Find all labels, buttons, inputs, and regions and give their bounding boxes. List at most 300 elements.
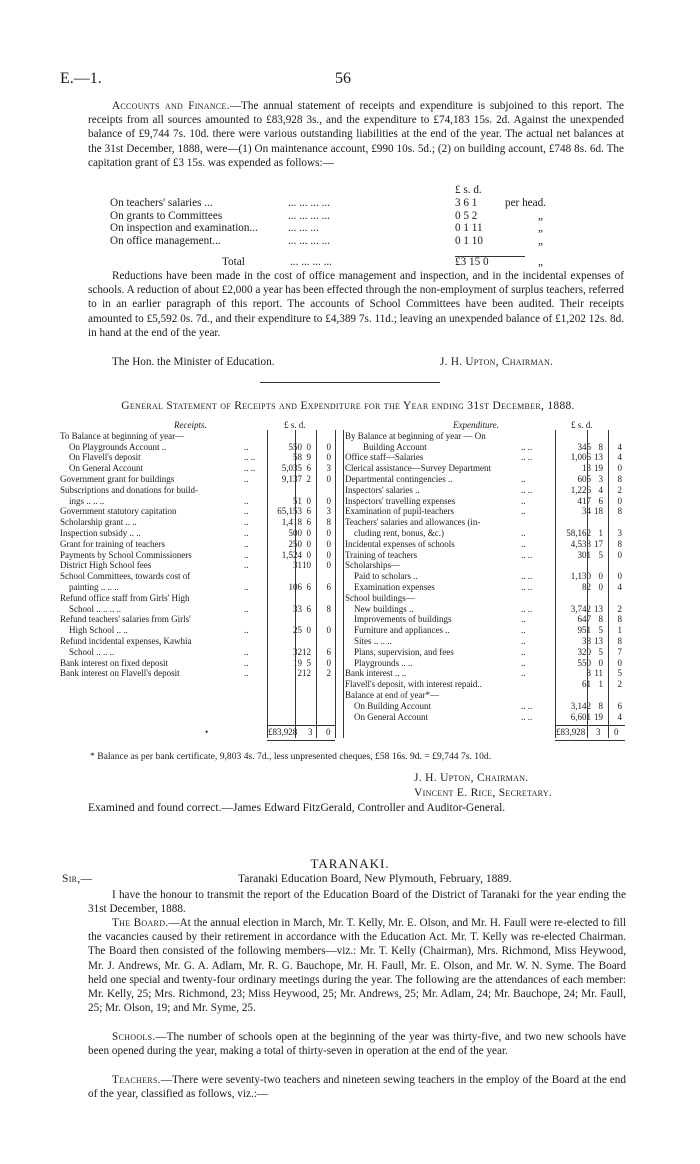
receipt-dots: .. xyxy=(244,441,249,452)
receipt-row xyxy=(58,550,338,561)
expenditure-amount-l: 4,538 xyxy=(570,538,591,549)
receipt-amount-s: 9 xyxy=(306,452,311,463)
expenditure-amount-d: 8 xyxy=(617,614,622,625)
expenditure-row xyxy=(343,452,633,463)
capitation-header-row xyxy=(110,184,590,197)
receipt-label: Refund incidental expenses, Kawhia xyxy=(60,635,192,646)
expenditure-amount-s: 6 xyxy=(598,495,603,506)
capitation-row xyxy=(110,210,590,223)
auditor-statement: Examined and found correct.—James Edward FitzGerald, Controller and Auditor-General. xyxy=(88,802,506,814)
place-date: Taranaki Education Board, New Plymouth, February, 1889. xyxy=(238,873,512,885)
capitation-dots: ... ... ... xyxy=(288,222,319,235)
expenditure-amount-s: 0 xyxy=(598,571,603,582)
capitation-row xyxy=(110,197,590,210)
expenditure-dots: .. .. xyxy=(521,452,533,463)
expenditure-row xyxy=(343,431,633,442)
receipt-dots: .. xyxy=(244,560,249,571)
expenditure-label: Inspectors' salaries .. xyxy=(345,484,420,495)
receipt-amount-l: 550 xyxy=(288,441,302,452)
expenditure-label: Office staff—Salaries xyxy=(345,452,424,463)
expenditure-label: Plans, supervision, and fees xyxy=(354,646,454,657)
expenditure-column xyxy=(343,420,633,722)
expenditure-amount-d: 0 xyxy=(617,495,622,506)
receipt-amount-s: 0 xyxy=(306,538,311,549)
expenditure-amount-s: 0 xyxy=(598,581,603,592)
expenditure-row xyxy=(343,582,633,593)
capitation-note: per head. xyxy=(505,196,546,209)
receipt-label: On Playgrounds Account .. xyxy=(69,441,167,452)
expenditure-amount-l: 301 xyxy=(577,549,591,560)
capitation-total-dots: ... ... ... ... xyxy=(290,255,332,268)
receipt-amount-s: 6 xyxy=(306,517,311,528)
expenditure-amount-d: 8 xyxy=(617,538,622,549)
expenditure-label: Bank interest .. .. xyxy=(345,668,407,679)
expenditure-dots: .. .. xyxy=(521,700,533,711)
receipt-dots: .. xyxy=(244,517,249,528)
expenditure-amount-d: 0 xyxy=(617,571,622,582)
receipt-amount-l: 25 xyxy=(293,625,302,636)
receipt-row xyxy=(58,528,338,539)
expenditure-amount-s: 1 xyxy=(598,527,603,538)
expenditure-amount-d: 2 xyxy=(617,679,622,690)
expenditure-amount-s: 5 xyxy=(598,625,603,636)
receipt-label: painting .. .. .. xyxy=(69,581,119,592)
expenditure-amount-d: 2 xyxy=(617,484,622,495)
receipt-amount-d: 8 xyxy=(326,517,331,528)
expenditure-row xyxy=(343,701,633,712)
expenditure-amount-l: 951 xyxy=(577,625,591,636)
capitation-amount: 0 5 2 xyxy=(455,209,478,222)
receipt-dots: .. xyxy=(244,538,249,549)
receipt-label: Bank interest on Flavell's deposit xyxy=(60,668,180,679)
receipt-label: Government statutory capitation xyxy=(60,506,177,517)
receipt-amount-l: 106 xyxy=(288,581,302,592)
expenditure-row xyxy=(343,474,633,485)
receipt-row xyxy=(58,668,338,679)
receipt-amount-s: 0 xyxy=(306,495,311,506)
expenditure-label: Improvements of buildings xyxy=(354,614,452,625)
signature-secretary: Vincent E. Rice, Secretary. xyxy=(414,787,553,799)
receipt-label: On General Account xyxy=(69,463,143,474)
expenditure-amount-s: 13 xyxy=(594,452,603,463)
expenditure-dots: .. xyxy=(521,614,526,625)
receipt-amount-l: 19 xyxy=(293,657,302,668)
schools-text: —The number of schools open at the beginning of the year was thirty-five, and two new schools have been opened during the year, making a total of thirty-seven in operation at the end of the year. xyxy=(88,1031,626,1058)
expenditure-amount-d: 4 xyxy=(617,581,622,592)
expenditure-row xyxy=(343,528,633,539)
receipts-total-row xyxy=(268,727,338,738)
receipt-amount-s: 12 xyxy=(302,668,311,679)
taranaki-title: TARANAKI. xyxy=(310,856,390,871)
expenditure-amount-d: 2 xyxy=(617,603,622,614)
receipt-amount-l: 65,153 xyxy=(277,506,302,517)
expenditure-amount-d: 7 xyxy=(617,646,622,657)
receipt-row xyxy=(58,474,338,485)
receipt-label: School .. .. .. .. xyxy=(69,603,122,614)
expenditure-row xyxy=(343,593,633,604)
expenditure-header-row xyxy=(343,420,633,431)
expenditure-row xyxy=(343,485,633,496)
receipt-dots: .. xyxy=(244,581,249,592)
capitation-amount: 0 1 11 xyxy=(455,222,483,235)
expenditure-amount-s: 8 xyxy=(598,700,603,711)
expenditure-dots: .. xyxy=(521,657,526,668)
capitation-row xyxy=(110,235,590,248)
expenditure-label: Scholarships— xyxy=(345,560,400,571)
receipts-rule-1 xyxy=(267,430,268,738)
expenditure-amount-l: 320 xyxy=(577,646,591,657)
expenditure-amount-l: 3,742 xyxy=(570,603,591,614)
receipt-row xyxy=(58,452,338,463)
expenditure-label: Examination of pupil-teachers xyxy=(345,506,454,517)
expenditure-row xyxy=(343,506,633,517)
capitation-label: On inspection and examination... xyxy=(110,222,258,235)
capitation-total-rule xyxy=(455,256,525,257)
expenditure-amount-s: 19 xyxy=(594,711,603,722)
expenditure-amount-s: 5 xyxy=(598,646,603,657)
accounts-heading: Accounts and Finance. xyxy=(112,100,230,112)
receipt-row xyxy=(58,539,338,550)
capitation-amount: 0 1 10 xyxy=(455,235,483,248)
capitation-note: „ xyxy=(538,222,543,235)
receipts-total-s: 3 xyxy=(308,727,313,737)
expenditure-dots: .. xyxy=(521,668,526,679)
report-code: E.—1. xyxy=(60,70,102,87)
receipt-amount-d: 0 xyxy=(326,473,331,484)
receipt-amount-l: 250 xyxy=(288,538,302,549)
receipt-row xyxy=(58,625,338,636)
expenditure-dots: .. .. xyxy=(521,603,533,614)
expenditure-amount-l: 58,162 xyxy=(566,527,591,538)
receipt-dots: .. xyxy=(244,646,249,657)
expenditure-row xyxy=(343,690,633,701)
expenditure-amount-l: 8 xyxy=(586,668,591,679)
expenditure-row xyxy=(343,668,633,679)
expenditure-amount-d: 3 xyxy=(617,527,622,538)
receipt-dots: .. xyxy=(244,625,249,636)
expenditure-dots: .. xyxy=(521,625,526,636)
receipt-amount-l: 9,137 xyxy=(281,473,302,484)
receipt-dots: .. xyxy=(244,549,249,560)
capitation-total-label: Total xyxy=(222,255,245,268)
expenditure-amount-d: 4 xyxy=(617,441,622,452)
receipt-label: Refund office staff from Girls' High xyxy=(60,592,190,603)
expenditure-dots: .. .. xyxy=(521,581,533,592)
receipt-row xyxy=(58,485,338,496)
expenditure-label: New buildings .. xyxy=(354,603,414,614)
expenditure-row xyxy=(343,614,633,625)
expenditure-amount-d: 4 xyxy=(617,711,622,722)
receipts-header-row xyxy=(58,420,338,431)
expenditure-row xyxy=(343,517,633,528)
expenditure-dots: .. xyxy=(521,538,526,549)
expenditure-amount-l: 13 xyxy=(582,463,591,474)
expenditure-amount-s: 13 xyxy=(594,635,603,646)
receipt-amount-d: 0 xyxy=(326,452,331,463)
expenditure-label: cluding rent, bonus, &c.) xyxy=(354,527,444,538)
receipt-amount-s: 0 xyxy=(306,527,311,538)
receipt-row xyxy=(58,442,338,453)
receipt-row xyxy=(58,647,338,658)
receipt-label: School .. .. .. xyxy=(69,646,115,657)
receipt-dots: .. xyxy=(244,668,249,679)
expenditure-amount-s: 4 xyxy=(598,484,603,495)
receipt-label: Scholarship grant .. .. xyxy=(60,517,137,528)
capitation-row xyxy=(110,222,590,235)
expenditure-row xyxy=(343,442,633,453)
expenditure-label: Playgrounds .. .. xyxy=(354,657,413,668)
expenditure-amount-s: 0 xyxy=(598,657,603,668)
expenditure-amount-d: 8 xyxy=(617,506,622,517)
expenditure-label: Paid to scholars .. xyxy=(354,571,418,582)
receipts-rule-2 xyxy=(295,430,296,738)
expenditure-total-d: 0 xyxy=(614,727,619,737)
capitation-total-row xyxy=(110,256,590,269)
receipt-row xyxy=(58,614,338,625)
expenditure-dots: .. .. xyxy=(521,711,533,722)
expenditure-amount-d: 0 xyxy=(617,657,622,668)
center-rule xyxy=(343,430,344,738)
expenditure-amount-s: 8 xyxy=(598,441,603,452)
expenditure-dots: .. xyxy=(521,473,526,484)
receipts-rule-3 xyxy=(316,430,317,738)
expenditure-total-s: 3 xyxy=(596,727,601,737)
receipt-amount-l: 33 xyxy=(293,603,302,614)
receipt-amount-l: 1,524 xyxy=(281,549,302,560)
expenditure-amount-l: 417 xyxy=(577,495,591,506)
receipt-amount-d: 0 xyxy=(326,527,331,538)
expenditure-dots: .. .. xyxy=(521,484,533,495)
receipt-row xyxy=(58,604,338,615)
receipt-amount-d: 3 xyxy=(326,463,331,474)
receipt-dots: .. .. xyxy=(244,463,256,474)
receipt-row xyxy=(58,517,338,528)
receipt-amount-l: 5,035 xyxy=(281,463,302,474)
receipt-amount-d: 0 xyxy=(326,657,331,668)
receipt-amount-d: 6 xyxy=(326,581,331,592)
teachers-heading: Teachers. xyxy=(112,1074,161,1086)
receipt-dots: .. .. xyxy=(244,452,256,463)
receipt-amount-l: 51 xyxy=(293,495,302,506)
board-paragraph xyxy=(88,916,626,1015)
expenditure-amount-l: 345 xyxy=(577,441,591,452)
receipt-amount-d: 3 xyxy=(326,506,331,517)
section-divider xyxy=(260,382,440,383)
expenditure-row xyxy=(343,571,633,582)
receipt-label: On Flavell's deposit xyxy=(69,452,141,463)
capitation-total-amount: £3 15 0 xyxy=(455,255,489,268)
expenditure-label: Examination expenses xyxy=(354,581,435,592)
receipt-amount-d: 0 xyxy=(326,549,331,560)
expenditure-amount-d: 8 xyxy=(617,473,622,484)
expenditure-dots: .. .. xyxy=(521,441,533,452)
schools-paragraph xyxy=(88,1030,626,1058)
receipt-amount-s: 0 xyxy=(306,625,311,636)
expenditure-dots: .. .. xyxy=(521,571,533,582)
capitation-dots: ... ... ... ... xyxy=(288,235,330,248)
accounts-text: —The annual statement of receipts and expenditure is subjoined to this report. The receipts from all sources amounted to £83,928 3s., and the expenditure to £74,183 15s. 2d. Against the unexpended balance of £9,744 7s. 10d. there were various outstanding liabilities at the end of the year. The actual net balances at the 31st December, 1888, were—(1) On maintenance account, £990 10s. 5d.; (2) on building account, £748 8s. 6d. The capitation grant of £3 15s. was expended as follows:— xyxy=(88,100,624,169)
accounts-paragraph xyxy=(88,99,624,170)
expenditure-dots: .. .. xyxy=(521,549,533,560)
expenditure-row xyxy=(343,636,633,647)
capitation-note: „ xyxy=(538,235,543,248)
receipt-dots: .. xyxy=(244,473,249,484)
page-number: 56 xyxy=(335,70,351,87)
expenditure-dots: .. xyxy=(521,635,526,646)
expenditure-amount-d: 0 xyxy=(617,463,622,474)
receipt-row xyxy=(58,582,338,593)
receipt-row xyxy=(58,431,338,442)
expenditure-amount-l: 1,130 xyxy=(570,571,591,582)
expenditure-rule-1 xyxy=(555,430,556,738)
expenditure-amount-d: 1 xyxy=(617,625,622,636)
receipt-amount-s: 2 xyxy=(306,473,311,484)
receipt-amount-l: 500 xyxy=(288,527,302,538)
receipt-label: Bank interest on fixed deposit xyxy=(60,657,168,668)
expenditure-amount-l: 605 xyxy=(577,473,591,484)
expenditure-amount-d: 0 xyxy=(617,549,622,560)
receipts-rule-4 xyxy=(335,430,336,738)
receipt-dots: .. xyxy=(244,495,249,506)
receipt-amount-d: 8 xyxy=(326,603,331,614)
expenditure-amount-l: 6,601 xyxy=(570,711,591,722)
expenditure-amount-s: 11 xyxy=(594,668,603,679)
receipt-label: Subscriptions and donations for build- xyxy=(60,484,198,495)
expenditure-amount-d: 5 xyxy=(617,668,622,679)
receipt-label: ings .. .. .. xyxy=(69,495,105,506)
receipt-row xyxy=(58,496,338,507)
capitation-total-note: „ xyxy=(538,255,543,268)
capitation-note: „ xyxy=(538,209,543,222)
expenditure-amount-l: 34 xyxy=(582,506,591,517)
expenditure-label: Inspectors' travelling expenses xyxy=(345,495,456,506)
expenditure-row xyxy=(343,647,633,658)
receipt-amount-s: 0 xyxy=(306,441,311,452)
receipt-amount-l: 32 xyxy=(293,646,302,657)
receipt-label: District High School fees xyxy=(60,560,152,571)
expenditure-dots: .. xyxy=(521,495,526,506)
expenditure-label: Departmental contingencies .. xyxy=(345,473,453,484)
expenditure-amount-l: 82 xyxy=(582,581,591,592)
receipt-amount-s: 6 xyxy=(306,603,311,614)
receipt-label: Refund teachers' salaries from Girls' xyxy=(60,614,191,625)
expenditure-lsd-header: £ s. d. xyxy=(571,420,593,430)
receipts-double-rule xyxy=(267,740,335,741)
receipt-label: To Balance at beginning of year— xyxy=(60,430,185,441)
receipt-label: School Committees, towards cost of xyxy=(60,571,191,582)
receipt-row xyxy=(58,571,338,582)
expenditure-amount-s: 1 xyxy=(598,679,603,690)
capitation-dots: ... ... ... ... xyxy=(288,209,330,222)
receipt-amount-s: 6 xyxy=(306,506,311,517)
expenditure-row xyxy=(343,712,633,723)
receipt-amount-d: 2 xyxy=(326,668,331,679)
expenditure-row xyxy=(343,550,633,561)
teachers-text: —There were seventy-two teachers and nineteen sewing teachers in the employ of the Board at the end of the year, classified as follows, viz.:— xyxy=(88,1074,626,1101)
expenditure-amount-l: 1,006 xyxy=(570,452,591,463)
expenditure-amount-s: 18 xyxy=(594,506,603,517)
expenditure-row xyxy=(343,496,633,507)
receipt-label: Grant for training of teachers xyxy=(60,538,165,549)
receipt-amount-s: 5 xyxy=(306,657,311,668)
capitation-label: On teachers' salaries ... xyxy=(110,196,213,209)
expenditure-total-rule xyxy=(555,725,625,726)
signature-chairman-2: J. H. Upton, Chairman. xyxy=(414,772,529,784)
receipt-row xyxy=(58,593,338,604)
receipts-total-rule xyxy=(267,725,335,726)
schools-heading: Schools. xyxy=(112,1031,156,1043)
receipt-amount-d: 0 xyxy=(326,560,331,571)
expenditure-total-row xyxy=(556,727,636,738)
receipt-dots: .. xyxy=(244,506,249,517)
expenditure-amount-l: 550 xyxy=(577,657,591,668)
expenditure-amount-s: 3 xyxy=(598,473,603,484)
expenditure-row xyxy=(343,604,633,615)
capitation-col-header: £ s. d. xyxy=(455,184,482,196)
expenditure-amount-s: 8 xyxy=(598,614,603,625)
expenditure-label: Balance at end of year*— xyxy=(345,689,439,700)
receipt-row xyxy=(58,658,338,669)
expenditure-row xyxy=(343,625,633,636)
board-heading: The Board. xyxy=(112,917,169,929)
footnote: * Balance as per bank certificate, 9,803 4s. 7d., less unpresented cheques, £58 16s. 9d. = £9,744 7s. 10d. xyxy=(90,751,492,762)
receipt-amount-s: 10 xyxy=(302,560,311,571)
expenditure-amount-s: 13 xyxy=(594,603,603,614)
receipt-amount-d: 0 xyxy=(326,625,331,636)
expenditure-label: Teachers' salaries and allowances (in- xyxy=(345,517,481,528)
salutation: Sir,— xyxy=(62,873,93,885)
receipt-amount-d: 6 xyxy=(326,646,331,657)
receipt-amount-l: 31 xyxy=(293,560,302,571)
expenditure-amount-l: 61 xyxy=(582,679,591,690)
expenditure-dots: .. xyxy=(521,506,526,517)
expenditure-rule-3 xyxy=(608,430,609,738)
receipts-lsd-header: £ s. d. xyxy=(284,420,306,430)
signature-chairman-1: J. H. Upton, Chairman. xyxy=(440,356,554,368)
expenditure-row xyxy=(343,658,633,669)
receipt-amount-d: 0 xyxy=(326,441,331,452)
expenditure-label: By Balance at beginning of year — On xyxy=(345,430,486,441)
expenditure-row xyxy=(343,539,633,550)
expenditure-header: Expenditure. xyxy=(453,420,499,430)
general-statement-title: General Statement of Receipts and Expenditure for the Year ending 31st December, 1888. xyxy=(121,400,575,412)
expenditure-double-rule xyxy=(555,740,625,741)
expenditure-label: Flavell's deposit, with interest repaid.. xyxy=(345,679,482,690)
expenditure-label: On General Account xyxy=(354,711,428,722)
reductions-paragraph: Reductions have been made in the cost of office management and inspection, and in the incidental expenses of schools. A reduction of about £2,000 a year has been effected through the non-employment of surplus teachers, referred to in an earlier paragraph of this report. The accounts of School Committees have been audited. Their receipts amounted to £5,592 0s. 7d., and their expenditure to £4,389 7s. 11d.; leaving an unexpended balance of £1,202 12s. 8d. in hand at the end of the year. xyxy=(88,270,624,339)
receipt-dots: .. xyxy=(244,603,249,614)
receipt-dots: .. xyxy=(244,657,249,668)
addressee: The Hon. the Minister of Education. xyxy=(112,356,275,368)
expenditure-amount-l: 1,226 xyxy=(570,484,591,495)
receipt-amount-s: 6 xyxy=(306,581,311,592)
receipt-amount-s: 6 xyxy=(306,463,311,474)
receipt-label: Inspection subsidy .. .. xyxy=(60,527,141,538)
capitation-dots: ... ... ... ... xyxy=(288,196,330,209)
receipt-amount-s: 0 xyxy=(306,549,311,560)
expenditure-label: Building Account xyxy=(363,441,427,452)
expenditure-amount-s: 19 xyxy=(594,463,603,474)
expenditure-amount-d: 8 xyxy=(617,635,622,646)
expenditure-amount-l: 38 xyxy=(582,635,591,646)
expenditure-amount-s: 17 xyxy=(594,538,603,549)
expenditure-row xyxy=(343,560,633,571)
expenditure-label: School buildings— xyxy=(345,592,415,603)
capitation-label: On office management... xyxy=(110,235,221,248)
expenditure-amount-l: 647 xyxy=(577,614,591,625)
receipt-label: Government grant for buildings xyxy=(60,473,175,484)
receipts-total-d: 0 xyxy=(326,727,331,737)
